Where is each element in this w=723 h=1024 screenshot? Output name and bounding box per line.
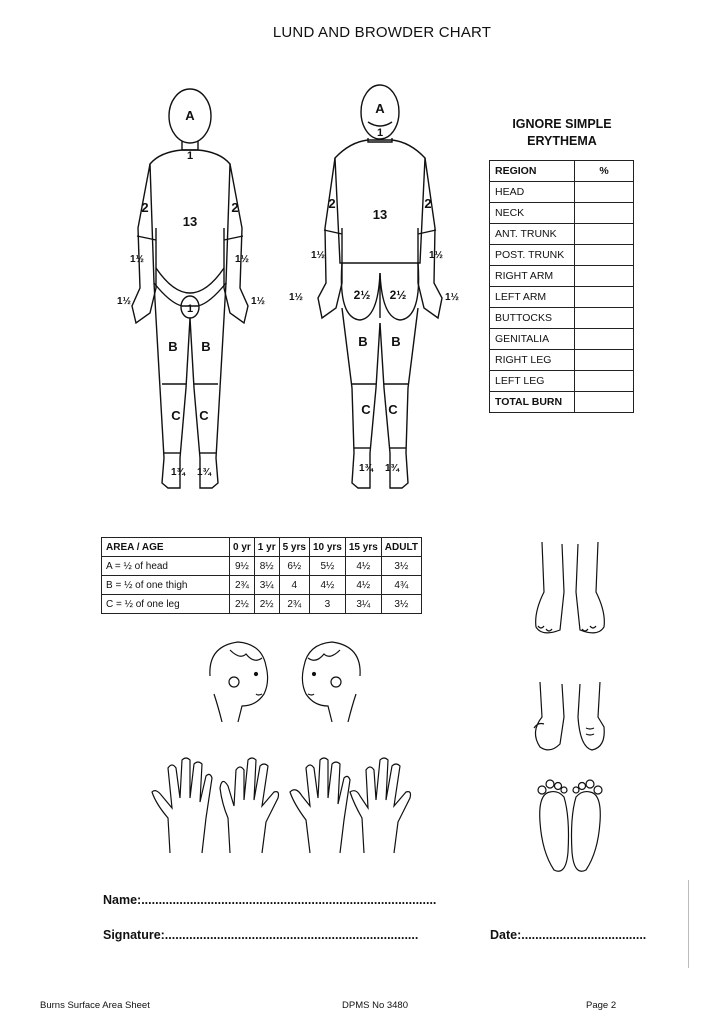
face-facing-right bbox=[210, 642, 268, 722]
region-percent-cell[interactable] bbox=[575, 287, 634, 308]
hand-palm-right bbox=[220, 758, 279, 853]
table-cell: 3½ bbox=[381, 557, 421, 576]
table-row bbox=[102, 595, 422, 614]
back-right-thigh-label: B bbox=[391, 334, 401, 349]
region-percent-table bbox=[489, 160, 634, 413]
table-cell: 5½ bbox=[309, 557, 345, 576]
table-cell: 3¼ bbox=[254, 576, 279, 595]
region-label: BUTTOCKS bbox=[490, 308, 575, 329]
signature-field[interactable]: Signature:......................................................................... bbox=[103, 928, 419, 942]
footer-page-number: Page 2 bbox=[586, 1000, 617, 1011]
back-left-forearm-label: 1½ bbox=[311, 250, 325, 261]
total-burn-row bbox=[490, 392, 634, 413]
back-left-leg-label: C bbox=[361, 402, 371, 417]
margin-line bbox=[688, 880, 689, 968]
total-burn-label: TOTAL BURN bbox=[490, 392, 575, 413]
note-line-2: ERYTHEMA bbox=[527, 134, 597, 148]
region-label: RIGHT ARM bbox=[490, 266, 575, 287]
table-cell: 3 bbox=[309, 595, 345, 614]
page-title: LUND AND BROWDER CHART bbox=[272, 24, 492, 41]
face-facing-left bbox=[302, 642, 360, 722]
age-area-table bbox=[101, 537, 422, 614]
region-table-header bbox=[490, 161, 634, 182]
area-age-header: AREA / AGE bbox=[102, 538, 230, 557]
feet-soles bbox=[538, 780, 602, 871]
back-left-thigh-label: B bbox=[358, 334, 368, 349]
region-percent-cell[interactable] bbox=[575, 308, 634, 329]
table-cell: 4¾ bbox=[381, 576, 421, 595]
table-cell: 3½ bbox=[381, 595, 421, 614]
front-right-upper-arm-label: 2 bbox=[141, 200, 149, 215]
region-percent-cell[interactable] bbox=[575, 245, 634, 266]
region-label: NECK bbox=[490, 203, 575, 224]
region-label: HEAD bbox=[490, 182, 575, 203]
region-percent-cell[interactable] bbox=[575, 266, 634, 287]
back-head-label: A bbox=[375, 101, 385, 116]
table-row bbox=[490, 224, 634, 245]
region-label: RIGHT LEG bbox=[490, 350, 575, 371]
table-cell: 3¼ bbox=[345, 595, 381, 614]
table-cell: 2½ bbox=[230, 595, 255, 614]
table-row bbox=[102, 557, 422, 576]
child-faces-drawing bbox=[200, 636, 370, 726]
table-row bbox=[490, 203, 634, 224]
table-cell: 2¾ bbox=[279, 595, 309, 614]
table-cell: 2½ bbox=[254, 595, 279, 614]
front-right-forearm-label: 1½ bbox=[130, 254, 144, 265]
region-percent-cell[interactable] bbox=[575, 224, 634, 245]
front-right-thigh-label: B bbox=[168, 339, 178, 354]
ignore-erythema-note bbox=[492, 116, 632, 150]
back-left-upper-arm-label: 2 bbox=[328, 196, 336, 211]
age-header: 1 yr bbox=[254, 538, 279, 557]
front-left-leg-label: C bbox=[199, 408, 209, 423]
footer-sheet-name: Burns Surface Area Sheet bbox=[40, 1000, 150, 1011]
name-field[interactable]: Name:..................................................................................... bbox=[103, 893, 437, 907]
area-label: B = ½ of one thigh bbox=[102, 576, 230, 595]
age-table-header bbox=[102, 538, 422, 557]
region-percent-cell[interactable] bbox=[575, 371, 634, 392]
total-burn-cell[interactable] bbox=[575, 392, 634, 413]
front-left-hand-label: 1½ bbox=[251, 296, 265, 307]
table-row bbox=[490, 287, 634, 308]
back-figure bbox=[318, 85, 442, 488]
table-cell: 4 bbox=[279, 576, 309, 595]
region-percent-cell[interactable] bbox=[575, 203, 634, 224]
table-row bbox=[490, 350, 634, 371]
back-left-hand-label: 1½ bbox=[289, 292, 303, 303]
front-head-label: A bbox=[185, 108, 195, 123]
table-row bbox=[490, 266, 634, 287]
front-figure bbox=[132, 89, 248, 488]
region-label: POST. TRUNK bbox=[490, 245, 575, 266]
front-right-hand-label: 1½ bbox=[117, 296, 131, 307]
hand-palm-left bbox=[152, 758, 212, 853]
table-cell: 6½ bbox=[279, 557, 309, 576]
back-right-upper-arm-label: 2 bbox=[424, 196, 432, 211]
table-cell: 4½ bbox=[345, 557, 381, 576]
hand-back-left bbox=[290, 758, 350, 853]
table-row bbox=[102, 576, 422, 595]
date-field[interactable]: Date:.................................... bbox=[490, 928, 647, 942]
footer-dpms-number: DPMS No 3480 bbox=[342, 1000, 409, 1011]
front-left-upper-arm-label: 2 bbox=[231, 200, 239, 215]
table-cell: 9½ bbox=[230, 557, 255, 576]
back-neck-label: 1 bbox=[376, 127, 384, 139]
front-left-foot-label: 1¾ bbox=[197, 467, 211, 478]
age-header: 15 yrs bbox=[345, 538, 381, 557]
back-right-hand-label: 1½ bbox=[445, 292, 459, 303]
back-left-foot-label: 1¾ bbox=[359, 463, 373, 474]
age-header: 10 yrs bbox=[309, 538, 345, 557]
region-label: LEFT LEG bbox=[490, 371, 575, 392]
percent-column-header: % bbox=[575, 161, 634, 182]
back-right-leg-label: C bbox=[388, 402, 398, 417]
front-left-thigh-label: B bbox=[201, 339, 211, 354]
table-cell: 2¾ bbox=[230, 576, 255, 595]
back-right-foot-label: 1¾ bbox=[385, 463, 399, 474]
front-right-leg-label: C bbox=[171, 408, 181, 423]
age-header: ADULT bbox=[381, 538, 421, 557]
feet-underside-angled bbox=[534, 682, 604, 750]
table-cell: 8½ bbox=[254, 557, 279, 576]
left-buttock-label: 2½ bbox=[353, 288, 371, 302]
body-figures-diagram bbox=[90, 78, 490, 508]
table-cell: 4½ bbox=[309, 576, 345, 595]
area-label: A = ½ of head bbox=[102, 557, 230, 576]
genitalia-label: 1 bbox=[186, 303, 194, 315]
front-trunk-label: 13 bbox=[182, 214, 198, 229]
region-label: LEFT ARM bbox=[490, 287, 575, 308]
front-right-foot-label: 1¾ bbox=[171, 467, 185, 478]
region-percent-cell[interactable] bbox=[575, 350, 634, 371]
front-neck-label: 1 bbox=[186, 150, 194, 162]
back-trunk-label: 13 bbox=[372, 207, 388, 222]
age-header: 5 yrs bbox=[279, 538, 309, 557]
age-header: 0 yr bbox=[230, 538, 255, 557]
table-row bbox=[490, 308, 634, 329]
region-column-header: REGION bbox=[490, 161, 575, 182]
table-row bbox=[490, 182, 634, 203]
region-percent-cell[interactable] bbox=[575, 182, 634, 203]
feet-drawings bbox=[520, 532, 620, 882]
right-buttock-label: 2½ bbox=[389, 288, 407, 302]
table-row bbox=[490, 329, 634, 350]
region-percent-cell[interactable] bbox=[575, 329, 634, 350]
region-label: ANT. TRUNK bbox=[490, 224, 575, 245]
front-left-forearm-label: 1½ bbox=[235, 254, 249, 265]
feet-top-view bbox=[536, 542, 605, 633]
table-cell: 4½ bbox=[345, 576, 381, 595]
table-row bbox=[490, 245, 634, 266]
table-row bbox=[490, 371, 634, 392]
back-right-forearm-label: 1½ bbox=[429, 250, 443, 261]
region-label: GENITALIA bbox=[490, 329, 575, 350]
area-label: C = ½ of one leg bbox=[102, 595, 230, 614]
hands-drawing bbox=[150, 748, 420, 858]
hand-back-right bbox=[350, 758, 411, 853]
note-line-1: IGNORE SIMPLE bbox=[512, 117, 612, 131]
